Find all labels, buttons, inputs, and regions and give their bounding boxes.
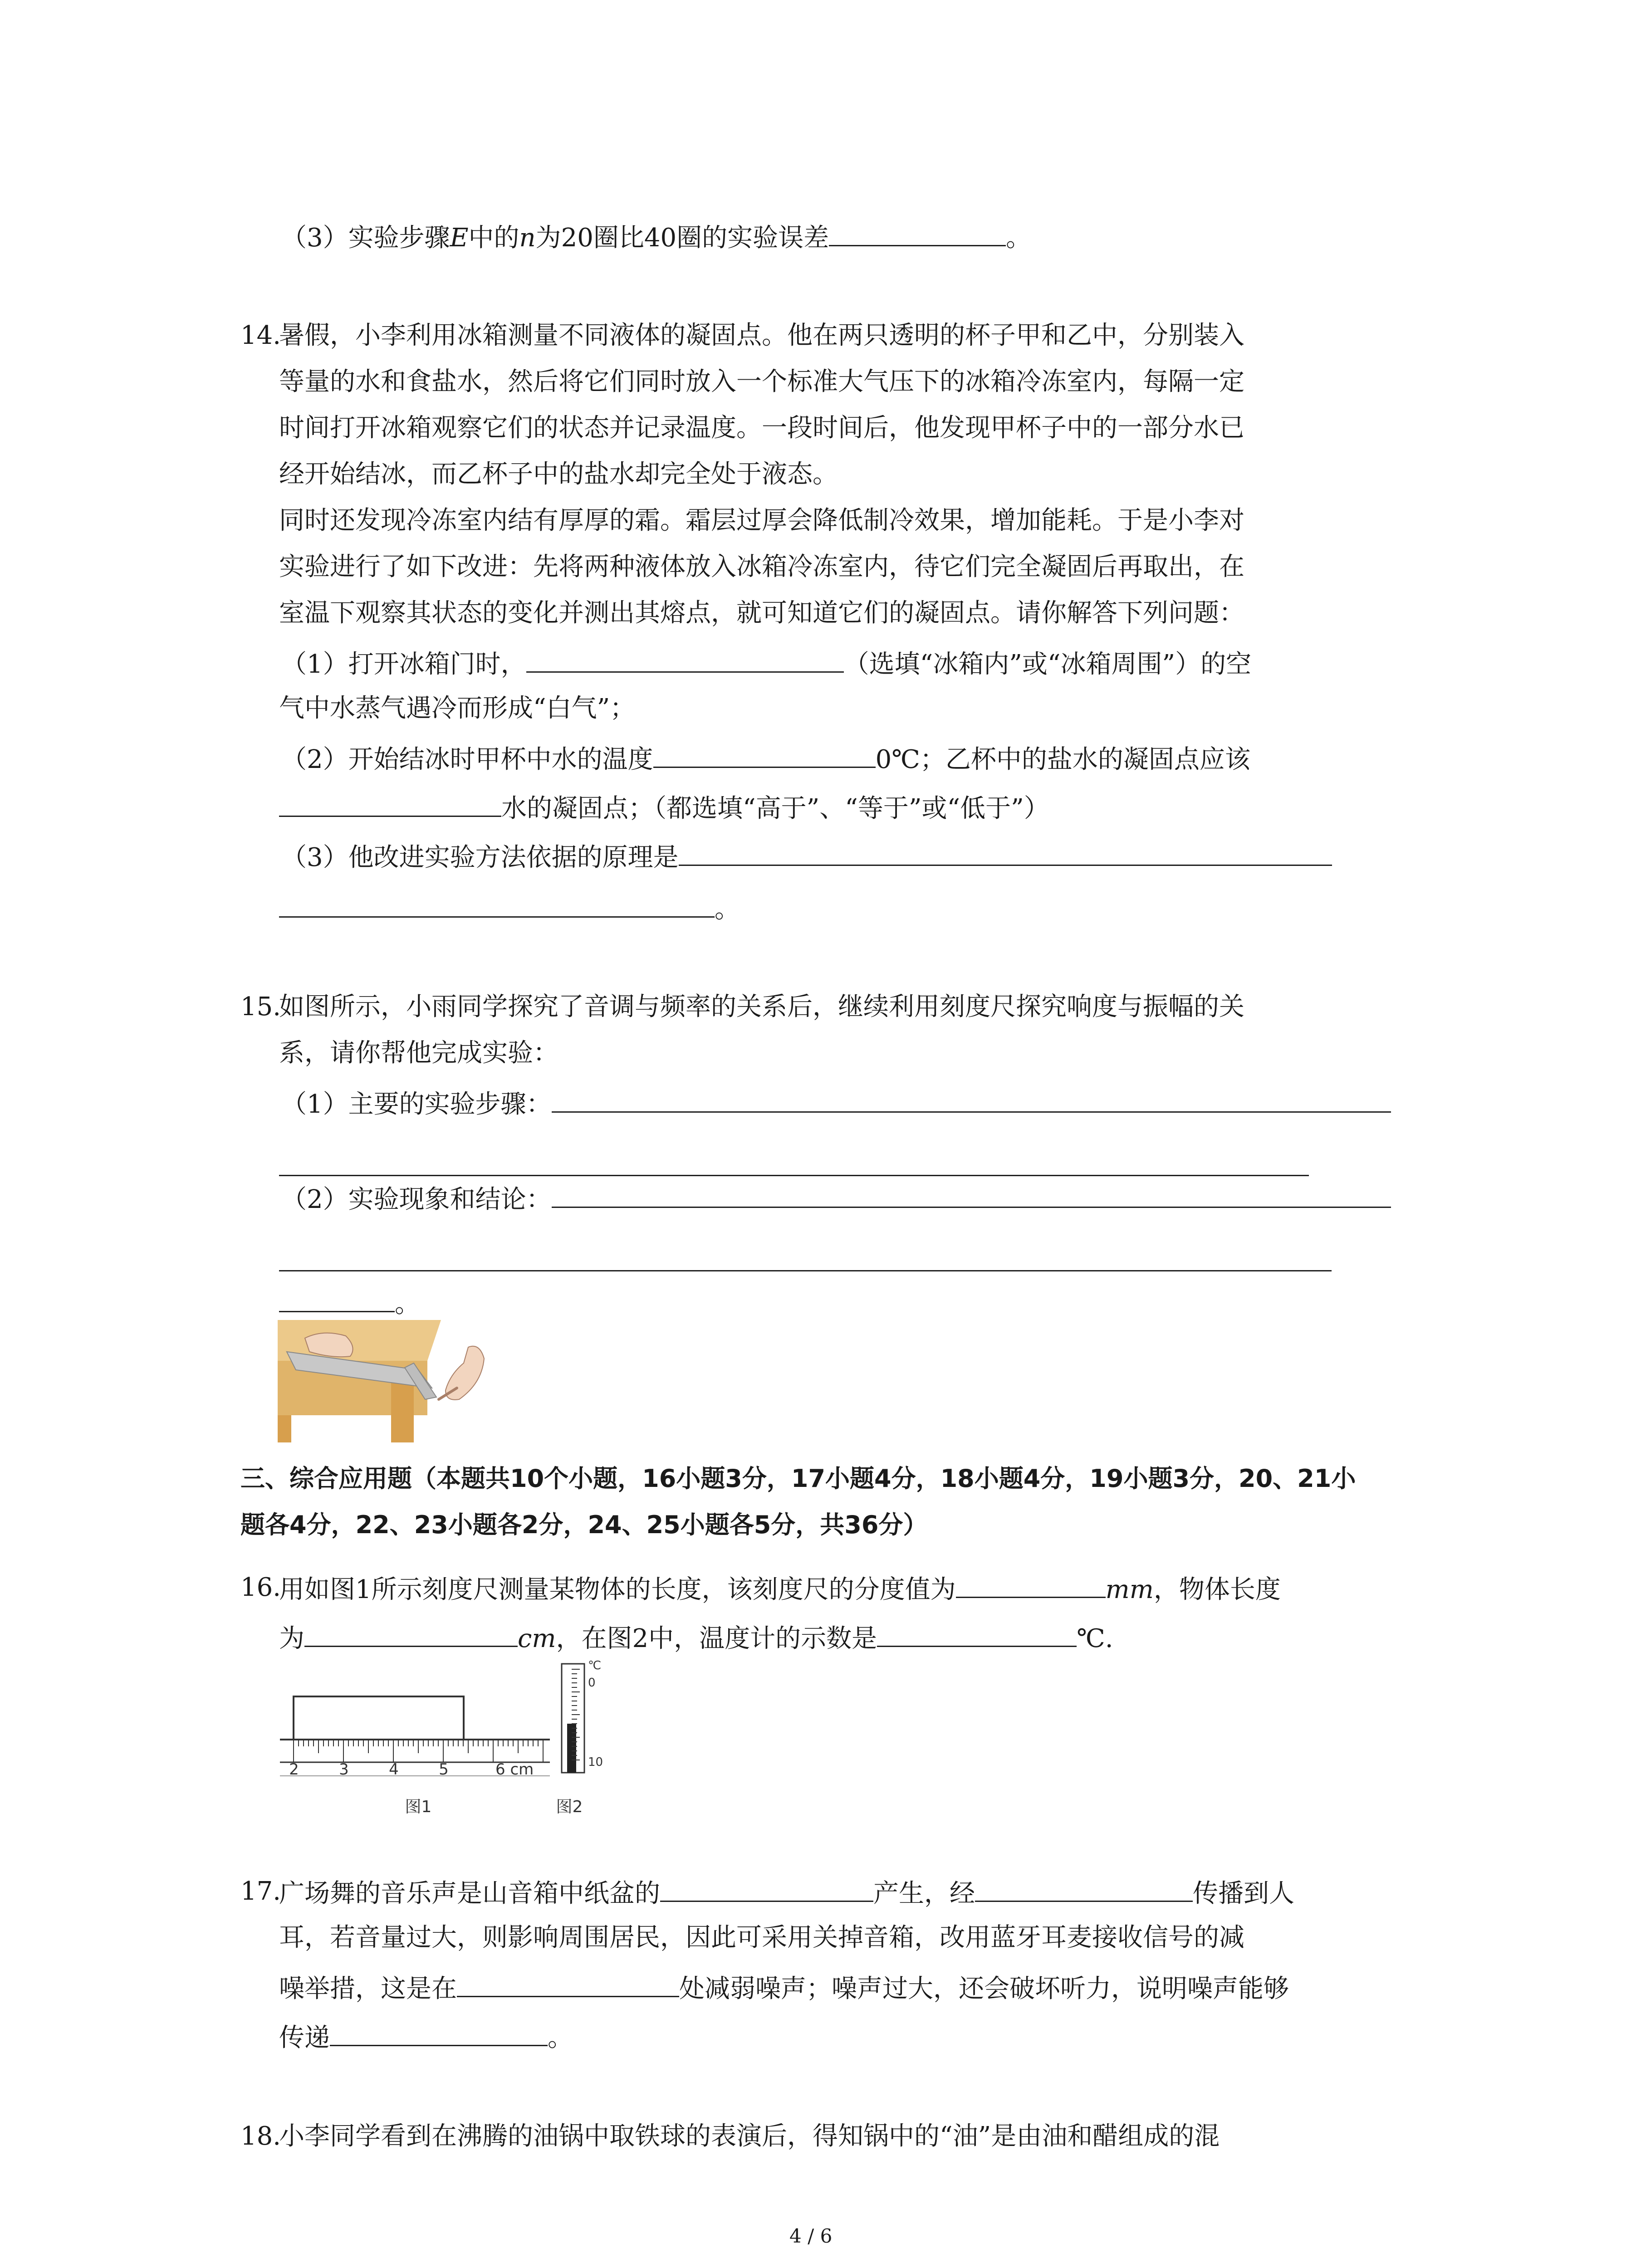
q14-text-line: 经开始结冰，而乙杯子中的盐水却完全处于液态。 [279, 459, 838, 489]
answer-blank[interactable] [552, 1179, 1391, 1208]
q16-line1: 用如图1所示刻度尺测量某物体的长度，该刻度尺的分度值为 mm，物体长度 [279, 1569, 1281, 1608]
ruler-figure [278, 1674, 559, 1823]
answer-blank[interactable] [279, 889, 715, 918]
answer-line[interactable] [279, 1175, 1309, 1176]
answer-line[interactable] [279, 1270, 1332, 1271]
answer-blank[interactable] [975, 1873, 1193, 1902]
ruler-tick-label: 6 cm [495, 1760, 534, 1779]
q14-part1: （1）打开冰箱门时， （选填“冰箱内”或“冰箱周围”）的空 [281, 644, 1251, 683]
q16-number: 16. [240, 1573, 281, 1602]
section3-heading: 三、综合应用题（本题共10个小题，16小题3分，17小题4分，18小题4分，19小题3分，20、21小 [240, 1464, 1356, 1493]
q14-text-line: 同时还发现冷冻室内结有厚厚的霜。霜层过厚会降低制冷效果，增加能耗。于是小李对 [279, 506, 1244, 535]
q13-part3: （3）实验步骤E中的n为20圈比40圈的实验误差 。 [281, 218, 1031, 256]
fig1-label: 图1 [405, 1798, 432, 1816]
answer-blank[interactable] [679, 837, 1332, 866]
answer-blank[interactable] [279, 1284, 395, 1312]
ruler-tick-label: 5 [439, 1760, 449, 1779]
q17-line1: 广场舞的音乐声是山音箱中纸盆的 产生，经 传播到人 [279, 1873, 1294, 1912]
fig2-label: 图2 [556, 1798, 583, 1816]
ruler-tick-label: 2 [289, 1760, 299, 1779]
ruler-table-figure [278, 1320, 500, 1442]
thermometer-unit: ℃ [588, 1659, 602, 1672]
answer-blank[interactable] [956, 1569, 1106, 1598]
q15-text-line: 系，请你帮他完成实验： [279, 1038, 558, 1068]
q14-text-line: 时间打开冰箱观察它们的状态并记录温度。一段时间后，他发现甲杯子中的一部分水已 [279, 413, 1244, 443]
q14-part2: （2）开始结冰时甲杯中水的温度 0℃；乙杯中的盐水的凝固点应该 [281, 739, 1250, 778]
q14-text-line: 室温下观察其状态的变化并测出其熔点，就可知道它们的凝固点。请你解答下列问题： [279, 598, 1244, 628]
q17-line4: 传递 。 [279, 2018, 573, 2056]
thermometer-tick-label: 10 [588, 1755, 603, 1769]
q14-number: 14. [240, 321, 281, 350]
ruler-tick-label: 4 [389, 1760, 399, 1779]
section3-heading-line2: 题各4分，22、23小题各2分，24、25小题各5分，共36分） [240, 1510, 928, 1539]
answer-blank[interactable] [877, 1618, 1077, 1647]
answer-blank[interactable] [829, 218, 1006, 246]
q18-number: 18. [240, 2121, 281, 2151]
q17-number: 17. [240, 1877, 281, 1906]
page-number: 4 / 6 [789, 2225, 833, 2247]
q15-part1: （1）主要的实验步骤： [281, 1084, 1391, 1123]
thermometer-figure [554, 1656, 617, 1823]
q15-line-end: 。 [279, 1284, 420, 1322]
answer-blank[interactable] [304, 1618, 518, 1647]
ruler-tick-label: 3 [339, 1760, 349, 1779]
q14-part3: （3）他改进实验方法依据的原理是 [281, 837, 1332, 876]
q14-text-line: 等量的水和食盐水，然后将它们同时放入一个标准大气压下的冰箱冷冻室内，每隔一定 [279, 367, 1244, 396]
q17-line2: 耳，若音量过大，则影响周围居民，因此可采用关掉音箱，改用蓝牙耳麦接收信号的减 [279, 1923, 1244, 1952]
answer-blank[interactable] [660, 1873, 873, 1902]
q14-text-line: 实验进行了如下改进：先将两种液体放入冰箱冷冻室内，待它们完全凝固后再取出，在 [279, 552, 1244, 582]
answer-blank[interactable] [552, 1084, 1391, 1113]
answer-blank[interactable] [330, 2018, 548, 2046]
q14-part3-line2: 。 [279, 889, 740, 928]
q17-line3: 噪举措，这是在 处减弱噪声；噪声过大，还会破坏听力，说明噪声能够 [279, 1969, 1289, 2007]
q15-text-line: 如图所示，小雨同学探究了音调与频率的关系后，继续利用刻度尺探究响度与振幅的关 [279, 992, 1244, 1022]
q14-part2-line2: 水的凝固点；（都选填“高于”、“等于”或“低于”） [279, 788, 1049, 827]
q16-line2: 为 cm，在图2中，温度计的示数是 ℃. [279, 1618, 1113, 1657]
answer-blank[interactable] [457, 1969, 679, 1997]
q15-part2: （2）实验现象和结论： [281, 1179, 1391, 1218]
answer-blank[interactable] [526, 644, 844, 673]
q15-number: 15. [240, 992, 281, 1022]
answer-blank[interactable] [279, 788, 501, 817]
thermometer-tick-label: 0 [588, 1676, 596, 1690]
q14-part1-line2: 气中水蒸气遇冷而形成“白气”； [279, 694, 636, 723]
q18-line1: 小李同学看到在沸腾的油锅中取铁球的表演后，得知锅中的“油”是由油和醋组成的混 [279, 2121, 1220, 2151]
answer-blank[interactable] [653, 739, 876, 768]
q14-text-line: 暑假，小李利用冰箱测量不同液体的凝固点。他在两只透明的杯子甲和乙中，分别装入 [279, 321, 1244, 350]
